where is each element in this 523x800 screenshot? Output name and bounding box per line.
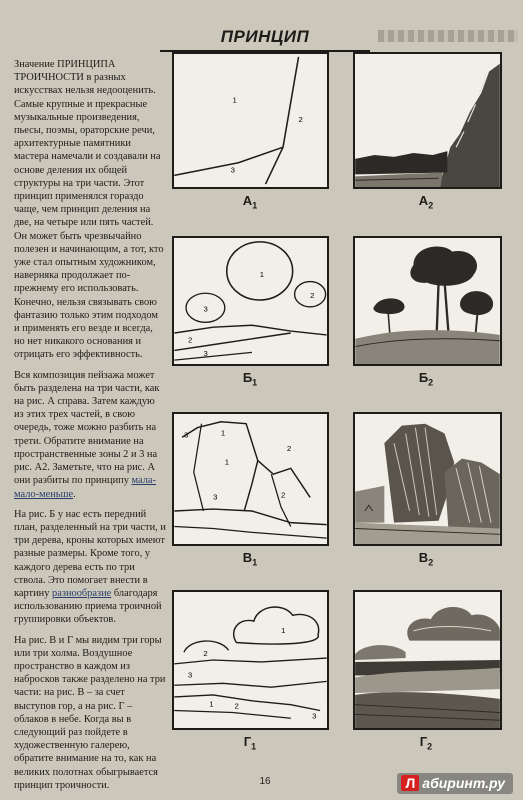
- figure-g1-sketch: [174, 592, 327, 728]
- header-decoration: [378, 30, 518, 42]
- figure-b2: [353, 236, 502, 366]
- crown-3-label: 3: [203, 304, 208, 314]
- caption-a2-letter: А: [418, 193, 429, 208]
- caption-v2: [396, 550, 456, 568]
- zone-2-label: 2: [298, 114, 303, 124]
- figure-a1-sketch: [174, 54, 327, 187]
- caption-a1-index: 1: [252, 200, 258, 211]
- caption-b1-letter: Б: [242, 370, 253, 385]
- caption-a2: [396, 193, 456, 211]
- figure-a1: [172, 52, 329, 189]
- zone-1-label: 1: [232, 95, 237, 105]
- sky-1-label: 1: [220, 428, 226, 438]
- figure-a2-sketch: [355, 54, 500, 187]
- figure-v2: [353, 412, 502, 546]
- figure-v2-sketch: [355, 414, 500, 544]
- caption-v1-index: 1: [252, 557, 258, 568]
- figure-g2: [353, 590, 502, 730]
- cloud-3-label: 3: [187, 670, 193, 680]
- figure-g1: [172, 590, 329, 730]
- caption-v2-index: 2: [428, 557, 434, 568]
- sky-2-label: 2: [286, 443, 292, 453]
- labirint-watermark: [397, 773, 513, 794]
- figure-b2-sketch: [355, 238, 500, 364]
- figure-g2-sketch: [355, 592, 500, 728]
- paragraph-4: На рис. В и Г мы видим три горы или три холма. Воздушное пространство в каждом из набросков также разделено на три части: на рис. В – за счет выступов гор, а на рис. Г – облаков в небе. Когда вы в следующий раз пойдете в художественную галерею, обратите внимание на то, как на великих полотнах обыгрывается принцип троичности.: [14, 634, 166, 791]
- figure-a2: [353, 52, 502, 189]
- hill-3-label: 3: [312, 711, 317, 721]
- foreground-3-label: 3: [203, 349, 208, 359]
- cloud-1-label: 1: [281, 625, 286, 635]
- figure-v1: [172, 412, 329, 546]
- caption-b2-letter: Б: [418, 370, 429, 385]
- caption-b2-index: 2: [428, 377, 434, 388]
- caption-a2-index: 2: [428, 200, 434, 211]
- mountain-2-label: 2: [281, 490, 286, 500]
- caption-g2: [396, 734, 456, 752]
- watermark-text: абиринт.ру: [422, 775, 505, 791]
- labirint-badge-icon: Л: [401, 775, 419, 791]
- caption-v1: [220, 550, 280, 568]
- caption-a1-letter: А: [242, 193, 253, 208]
- link-mala-malo-menshe[interactable]: мала-мало-меньше: [14, 475, 156, 500]
- paragraph-2: [14, 369, 166, 501]
- caption-g2-index: 2: [427, 741, 433, 752]
- caption-b1: [220, 370, 280, 388]
- paragraph-3: [14, 508, 166, 627]
- caption-a1: [220, 193, 280, 211]
- caption-b2: [396, 370, 456, 388]
- paragraph-2-end: .: [73, 488, 76, 500]
- caption-g1-index: 1: [251, 741, 257, 752]
- figure-v1-sketch: [174, 414, 327, 544]
- mountain-3-label: 3: [213, 492, 218, 502]
- link-raznoobrazie[interactable]: разнообразие: [52, 587, 112, 599]
- paragraph-3-text: На рис. Б у нас есть передний план, разделенный на три части, и три дерева, кроны которых имеют разные размеры. Кроме того, у каждого дерева есть по три ствола. Это помогает внести в картину: [14, 508, 166, 599]
- caption-v1-letter: В: [242, 550, 253, 565]
- page-number: 16: [259, 776, 271, 787]
- caption-v2-letter: В: [418, 550, 429, 565]
- hill-1-label: 1: [209, 699, 214, 709]
- caption-g1-letter: Г: [243, 734, 252, 749]
- mountain-1-label: 1: [224, 457, 230, 467]
- caption-g2-letter: Г: [419, 734, 428, 749]
- zone-3-label: 3: [230, 165, 235, 175]
- figure-b1: [172, 236, 329, 366]
- cloud-2-label: 2: [203, 649, 208, 659]
- caption-b1-index: 1: [252, 377, 258, 388]
- page-title: ПРИНЦИП: [160, 24, 370, 52]
- sky-3-label: 3: [184, 430, 189, 440]
- crown-1-label: 1: [259, 269, 265, 279]
- paragraph-3-end: благодаря использованию приема троичной группировки объектов.: [14, 587, 162, 626]
- paragraph-2-text: Вся композиция пейзажа может быть разделена на три части, как на рис. А справа. Затем каждую из этих трех частей, в свою очередь, тоже можно разбить на трети. Обратите внимание на пространственные зоны 2 и 3 на рис. А2. Заметьте, что на рис. А они разбиты по принципу: [14, 369, 160, 487]
- caption-g1: [220, 734, 280, 752]
- hill-2-label: 2: [234, 701, 239, 711]
- figure-b1-sketch: [174, 238, 327, 364]
- body-text: [14, 58, 166, 799]
- paragraph-1: Значение ПРИНЦИПА ТРОИЧНОСТИ в разных искусствах нельзя недооценить. Самые крупные и прекрасные музыкальные произведения, пьесы, поэмы, ораторские речи, архитектурные памятники мастера намечали и создавали на основе деления их общей структуры на три части. Этот принцип применялся гораздо чаще, чем принцип деления на две, на четыре или пять частей. Он может быть чрезвычайно полезен и начинающим, а тот, кто уже стал опытным художником, наверняка продолжает по-прежнему его использовать. Конечно, нельзя связывать свою фантазию только этим подходом и применять его везде и всегда, но нет никакого основания и отрицать его эффективность.: [14, 59, 164, 361]
- foreground-2-label: 2: [187, 335, 193, 345]
- crown-2-label: 2: [310, 291, 315, 301]
